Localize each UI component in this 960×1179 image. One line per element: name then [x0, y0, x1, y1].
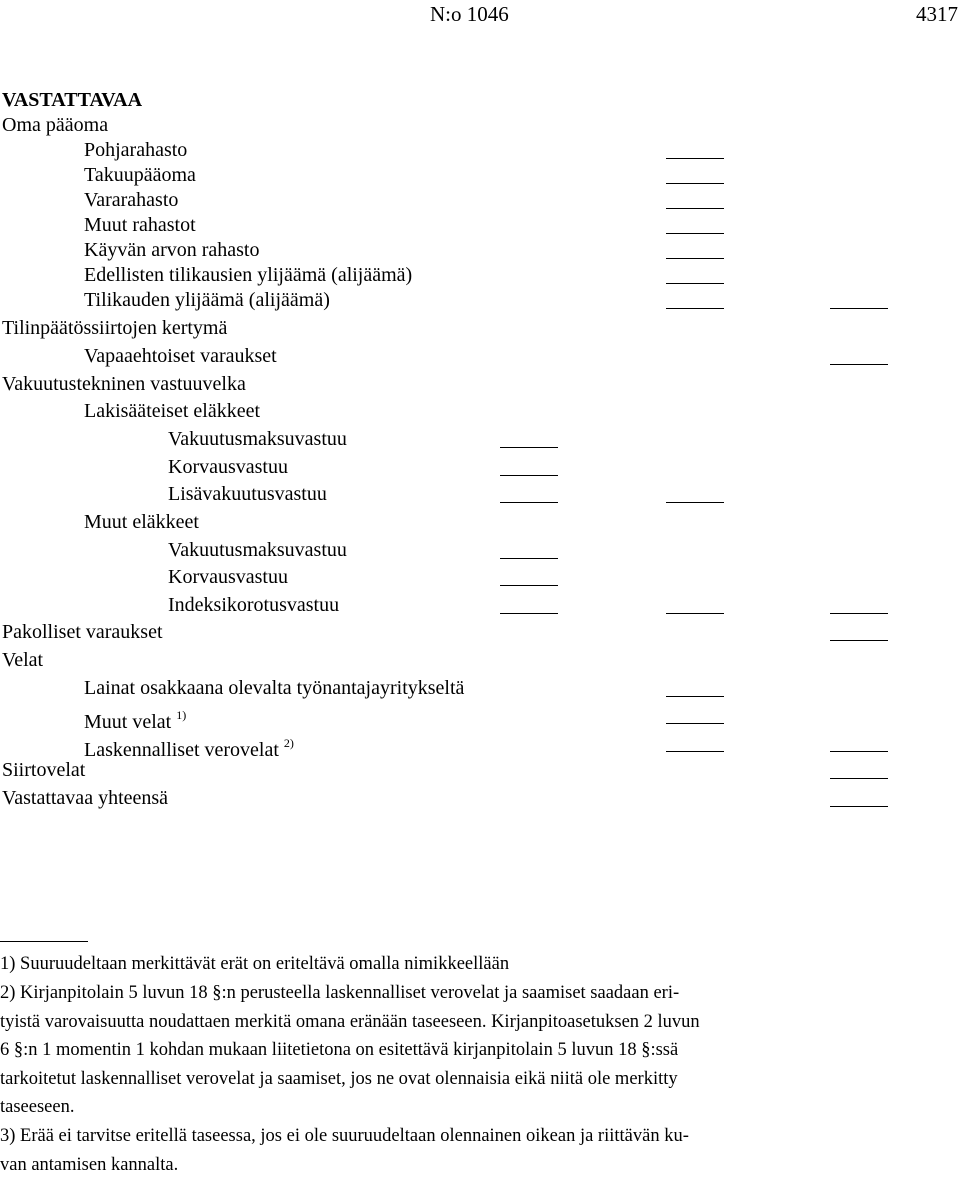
- row-label: Lakisääteiset eläkkeet: [84, 399, 260, 423]
- footnote-line: 3) Erää ei tarvitse eritellä taseessa, jos ei ole suuruudeltaan olennainen oikean ja riittävän ku-: [0, 1122, 955, 1151]
- row-muut-elakkeet: [0, 510, 960, 537]
- row-label: Vastattavaa yhteensä: [2, 786, 168, 810]
- row-label: Vapaaehtoiset varaukset: [84, 344, 277, 368]
- row-label: Lainat osakkaana olevalta työnantajayritykseltä: [84, 676, 464, 700]
- row-lakisaateiset: [0, 399, 960, 426]
- row-label: Pakolliset varaukset: [2, 620, 163, 644]
- row-label: Tilinpäätössiirtojen kertymä: [2, 316, 227, 340]
- row-label: Oma pääoma: [2, 113, 108, 137]
- row-lisavakuutusvastuu: [0, 482, 960, 509]
- row-label-text: Muut velat: [84, 711, 171, 733]
- row-siirtovelat: [0, 758, 960, 785]
- footnote-text: 1) Suuruudeltaan merkittävät erät on eriteltävä omalla nimikkeellään: [0, 950, 955, 979]
- row-indeksikorotusvastuu: [0, 593, 960, 620]
- entry-blank: [666, 158, 724, 159]
- footnote-ref: 2): [284, 736, 294, 750]
- row-label: Indeksikorotusvastuu: [168, 593, 339, 617]
- row-label-text: Laskennalliset verovelat: [84, 739, 279, 761]
- row-label: Lisävakuutusvastuu: [168, 482, 327, 506]
- total-blank: [830, 613, 888, 614]
- footnote-line: tyistä varovaisuutta noudattaen merkitä omana eränään taseeseen. Kirjanpitoasetuksen 2 luvun: [0, 1008, 955, 1037]
- row-label: [84, 703, 186, 734]
- row-kayvan-arvon-rahasto: [0, 238, 960, 265]
- total-blank: [830, 308, 888, 309]
- row-vararahasto: [0, 188, 960, 215]
- total-blank: [830, 806, 888, 807]
- row-label: Velat: [2, 648, 43, 672]
- row-lainat: [0, 676, 960, 703]
- row-label: Vakuutusmaksuvastuu: [168, 538, 347, 562]
- row-muut-velat: [0, 703, 960, 730]
- row-vakuutustekninen: [0, 372, 960, 399]
- row-label: Muut eläkkeet: [84, 510, 199, 534]
- footnote-1: [0, 950, 955, 979]
- footnote-line: van antamisen kannalta.: [0, 1151, 955, 1179]
- row-vakuutusmaksuvastuu-1: [0, 427, 960, 454]
- row-label: Siirtovelat: [2, 758, 85, 782]
- row-korvausvastuu-2: [0, 565, 960, 592]
- row-edellisten: [0, 263, 960, 290]
- subtotal-blank: [666, 613, 724, 614]
- footnote-line: 6 §:n 1 momentin 1 kohdan mukaan liitetietona on esitettävä kirjanpitolain 5 luvun 18 §:ssä: [0, 1036, 955, 1065]
- entry-blank: [500, 558, 558, 559]
- entry-blank: [666, 751, 724, 752]
- row-label: Tilikauden ylijäämä (alijäämä): [84, 288, 330, 312]
- row-label: Vakuutustekninen vastuuvelka: [2, 372, 246, 396]
- row-oma-paaoma: [0, 113, 960, 140]
- section-title: VASTATTAVAA: [2, 88, 142, 112]
- entry-blank: [666, 723, 724, 724]
- footnote-line: 2) Kirjanpitolain 5 luvun 18 §:n perusteella laskennalliset verovelat ja saamiset saadaan eri-: [0, 979, 955, 1008]
- subtotal-blank: [666, 502, 724, 503]
- row-label: Takuupääoma: [84, 163, 196, 187]
- row-pakolliset: [0, 620, 960, 647]
- row-label: Käyvän arvon rahasto: [84, 238, 260, 262]
- row-takuupaaoma: [0, 163, 960, 190]
- row-vakuutusmaksuvastuu-2: [0, 538, 960, 565]
- entry-blank: [666, 308, 724, 309]
- entry-blank: [666, 208, 724, 209]
- row-korvausvastuu-1: [0, 455, 960, 482]
- row-vapaaehtoiset: [0, 344, 960, 371]
- entry-blank: [500, 585, 558, 586]
- row-label: Vakuutusmaksuvastuu: [168, 427, 347, 451]
- row-label: Pohjarahasto: [84, 138, 187, 162]
- row-tilinpaatossiirtojen: [0, 316, 960, 343]
- row-muut-rahastot: [0, 213, 960, 240]
- row-tilikauden: [0, 288, 960, 315]
- entry-blank: [500, 613, 558, 614]
- row-label: Vararahasto: [84, 188, 178, 212]
- entry-blank: [666, 183, 724, 184]
- footnote-line: tarkoitetut laskennalliset verovelat ja saamiset, jos ne ovat olennaisia eikä niitä ole merkitty: [0, 1065, 955, 1094]
- row-label: Korvausvastuu: [168, 455, 288, 479]
- document-number: N:o 1046: [430, 2, 509, 27]
- entry-blank: [666, 233, 724, 234]
- row-label: Muut rahastot: [84, 213, 196, 237]
- total-blank: [830, 778, 888, 779]
- row-laskennalliset: [0, 731, 960, 758]
- entry-blank: [666, 258, 724, 259]
- entry-blank: [500, 502, 558, 503]
- total-blank: [830, 640, 888, 641]
- total-blank: [830, 751, 888, 752]
- row-label: Edellisten tilikausien ylijäämä (alijäämä): [84, 263, 412, 287]
- row-yhteensa: [0, 786, 960, 813]
- footnote-ref: 1): [176, 708, 186, 722]
- entry-blank: [500, 447, 558, 448]
- footnote-divider: [0, 941, 88, 942]
- page-number: 4317: [916, 2, 958, 27]
- row-pohjarahasto: [0, 138, 960, 165]
- total-blank: [830, 364, 888, 365]
- row-velat: [0, 648, 960, 675]
- entry-blank: [500, 475, 558, 476]
- entry-blank: [666, 696, 724, 697]
- entry-blank: [666, 283, 724, 284]
- footnote-3: [0, 1122, 955, 1179]
- footnote-2: [0, 979, 955, 1122]
- row-label: Korvausvastuu: [168, 565, 288, 589]
- section-title-row: [0, 88, 960, 115]
- footnote-line: taseeseen.: [0, 1093, 955, 1122]
